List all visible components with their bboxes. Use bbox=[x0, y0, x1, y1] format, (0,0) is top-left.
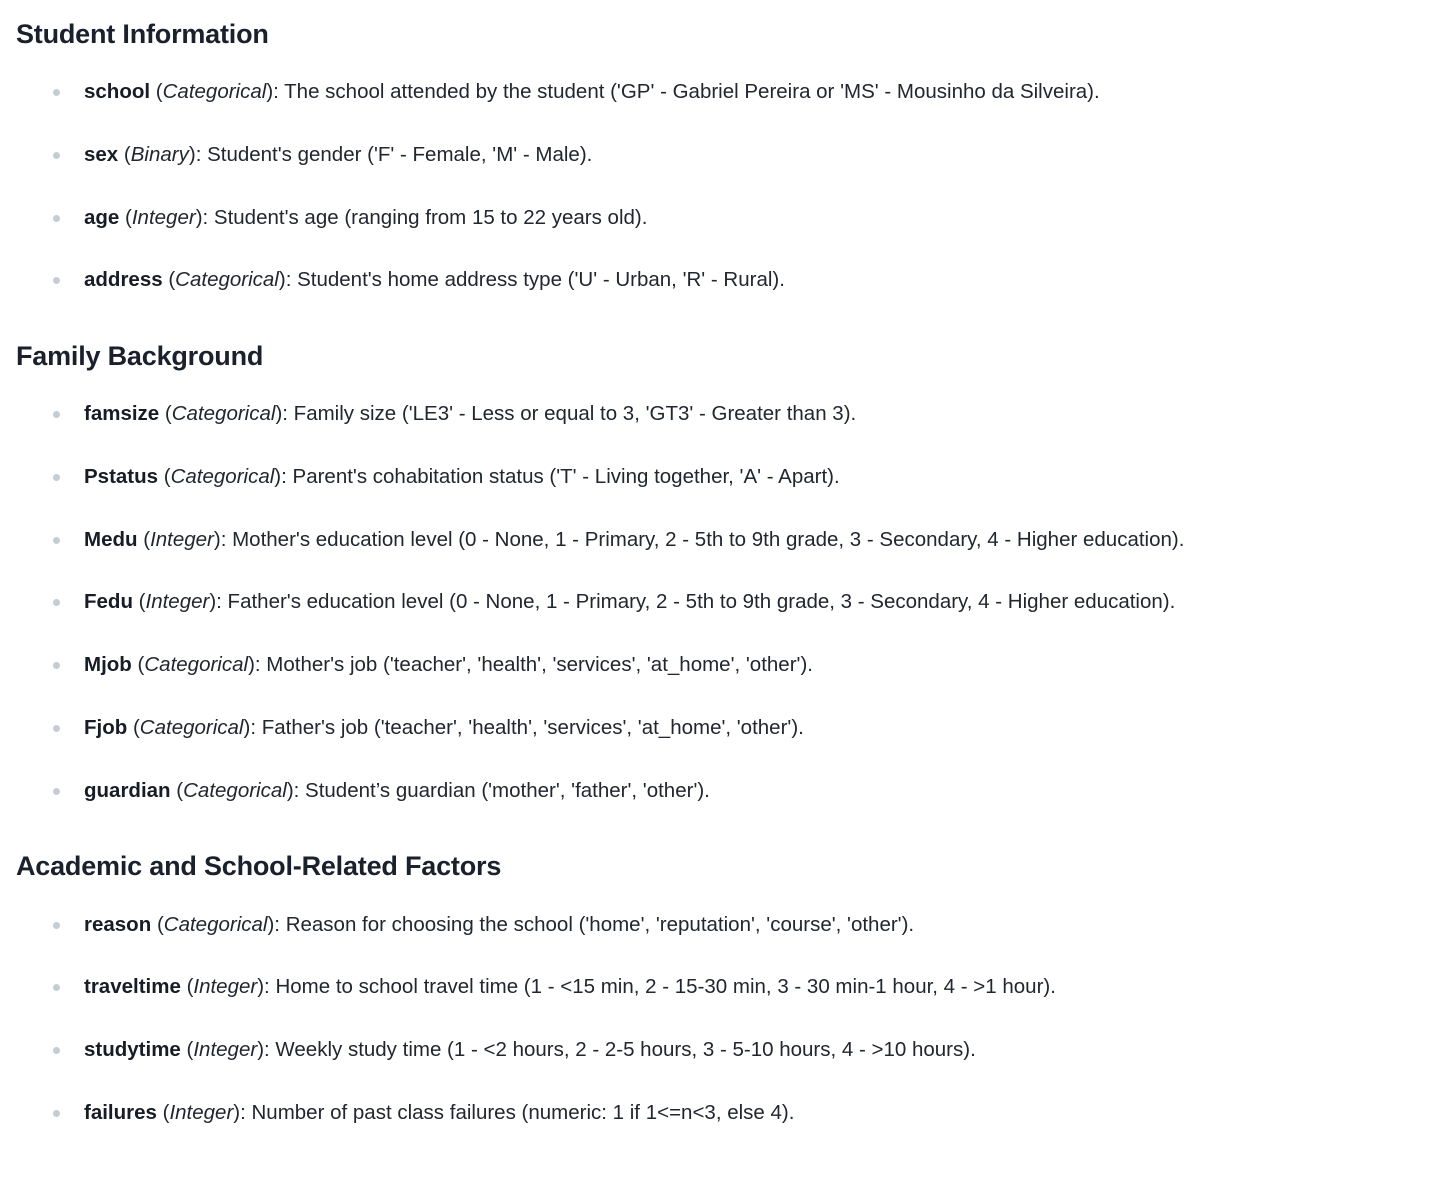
bullet-icon bbox=[53, 662, 60, 669]
definition-item bbox=[16, 911, 1432, 939]
variable-description: : Father's education level (0 - None, 1 - Primary, 2 - 5th to 9th grade, 3 - Secondary, 4 - Higher education). bbox=[216, 590, 1176, 614]
variable-name: failures bbox=[84, 1100, 157, 1124]
type-close-paren: ) bbox=[243, 715, 251, 739]
variable-description: : Student's home address type ('U' - Urban, 'R' - Rural). bbox=[285, 268, 785, 292]
section-heading: Academic and School-Related Factors bbox=[16, 851, 502, 882]
variable-description: : Father's job ('teacher', 'health', 'services', 'at_home', 'other'). bbox=[250, 715, 804, 739]
definition-item bbox=[16, 78, 1432, 106]
definition-item bbox=[16, 777, 1432, 805]
variable-type: Integer bbox=[193, 1037, 258, 1061]
definition-list bbox=[16, 911, 1432, 1127]
variable-description: : Family size ('LE3' - Less or equal to 3, 'GT3' - Greater than 3). bbox=[282, 402, 857, 426]
type-open-paren: ( bbox=[186, 1037, 194, 1061]
variable-name: Mjob bbox=[84, 653, 132, 677]
variable-type: Categorical bbox=[171, 402, 276, 426]
definition-item bbox=[16, 714, 1432, 742]
variable-name: Fedu bbox=[84, 590, 133, 614]
variable-description: : Home to school travel time (1 - <15 min, 2 - 15-30 min, 3 - 30 min-1 hour, 4 - >1 hour). bbox=[264, 975, 1056, 999]
type-open-paren: ( bbox=[143, 527, 151, 551]
variable-name: studytime bbox=[84, 1037, 181, 1061]
type-open-paren: ( bbox=[168, 268, 176, 292]
bullet-icon bbox=[53, 1047, 60, 1054]
definition-item bbox=[16, 651, 1432, 679]
variable-name: traveltime bbox=[84, 975, 181, 999]
variable-type: Categorical bbox=[162, 80, 267, 104]
variable-type: Binary bbox=[130, 143, 189, 167]
variable-description: : Number of past class failures (numeric: 1 if 1<=n<3, else 4). bbox=[240, 1100, 795, 1124]
variable-type: Categorical bbox=[139, 715, 244, 739]
type-open-paren: ( bbox=[138, 590, 146, 614]
variable-description: : Weekly study time (1 - <2 hours, 2 - 2-5 hours, 3 - 5-10 hours, 4 - >10 hours). bbox=[264, 1037, 976, 1061]
definition-list bbox=[16, 78, 1432, 294]
bullet-icon bbox=[53, 922, 60, 929]
section-academic-and-school-related-factors bbox=[16, 850, 1432, 1126]
bullet-icon bbox=[53, 89, 60, 96]
section-heading: Family Background bbox=[16, 341, 264, 372]
type-close-paren: ) bbox=[278, 268, 286, 292]
definition-list bbox=[16, 400, 1432, 804]
bullet-icon bbox=[53, 984, 60, 991]
bullet-icon bbox=[53, 725, 60, 732]
definition-item bbox=[16, 588, 1432, 616]
section-family-background bbox=[16, 340, 1432, 804]
type-open-paren: ( bbox=[162, 1100, 170, 1124]
type-close-paren: ) bbox=[209, 590, 217, 614]
type-close-paren: ) bbox=[257, 975, 265, 999]
variable-type: Integer bbox=[150, 527, 214, 551]
variable-name: guardian bbox=[84, 778, 171, 802]
type-close-paren: ) bbox=[233, 1100, 241, 1124]
variable-description: : Student's age (ranging from 15 to 22 years old). bbox=[202, 205, 648, 229]
bullet-icon bbox=[53, 1110, 60, 1117]
variable-type: Categorical bbox=[144, 653, 249, 677]
type-open-paren: ( bbox=[156, 912, 164, 936]
bullet-icon bbox=[53, 788, 60, 795]
bullet-icon bbox=[53, 152, 60, 159]
type-open-paren: ( bbox=[186, 975, 194, 999]
type-close-paren: ) bbox=[188, 143, 196, 167]
variable-name: Fjob bbox=[84, 715, 128, 739]
type-close-paren: ) bbox=[248, 653, 255, 677]
variable-type: Integer bbox=[169, 1100, 234, 1124]
variable-name: reason bbox=[84, 912, 152, 936]
variable-description: : Mother's education level (0 - None, 1 - Primary, 2 - 5th to 9th grade, 3 - Secondary, 4 - Higher education). bbox=[220, 527, 1185, 551]
variable-type: Integer bbox=[193, 975, 258, 999]
variable-name: age bbox=[84, 205, 120, 229]
variable-description: : Student’s guardian ('mother', 'father', 'other'). bbox=[293, 778, 710, 802]
variable-type: Categorical bbox=[175, 268, 279, 292]
section-student-information bbox=[16, 18, 1432, 294]
bullet-icon bbox=[53, 474, 60, 481]
variable-name: address bbox=[84, 268, 163, 292]
variable-name: sex bbox=[84, 143, 119, 167]
variable-type: Categorical bbox=[170, 465, 275, 489]
variable-name: school bbox=[84, 80, 151, 104]
variable-name: Medu bbox=[84, 527, 138, 551]
variable-type: Integer bbox=[131, 205, 196, 229]
bullet-icon bbox=[53, 277, 60, 284]
type-open-paren: ( bbox=[155, 80, 163, 104]
bullet-icon bbox=[53, 215, 60, 222]
type-close-paren: ) bbox=[257, 1037, 265, 1061]
variable-description: : The school attended by the student ('GP' - Gabriel Pereira or 'MS' - Mousinho da Silveira). bbox=[273, 80, 1100, 104]
variable-description: : Reason for choosing the school ('home', 'reputation', 'course', 'other'). bbox=[274, 912, 915, 936]
type-open-paren: ( bbox=[176, 778, 184, 802]
type-open-paren: ( bbox=[132, 715, 140, 739]
type-close-paren: ) bbox=[286, 778, 294, 802]
definition-item bbox=[16, 1036, 1432, 1064]
type-close-paren: ) bbox=[274, 465, 282, 489]
type-open-paren: ( bbox=[137, 653, 145, 677]
section-heading: Student Information bbox=[16, 19, 269, 49]
type-close-paren: ) bbox=[267, 912, 275, 936]
bullet-icon bbox=[53, 411, 60, 418]
type-open-paren: ( bbox=[123, 143, 131, 167]
variable-type: Integer bbox=[145, 590, 210, 614]
definition-item bbox=[16, 400, 1432, 428]
definition-item bbox=[16, 973, 1432, 1001]
type-close-paren: ) bbox=[275, 402, 283, 426]
bullet-icon bbox=[53, 537, 60, 544]
variable-type: Categorical bbox=[183, 778, 287, 802]
variable-description: : Mother's job ('teacher', 'health', 'services', 'at_home', 'other'). bbox=[254, 653, 813, 677]
definition-item bbox=[16, 266, 1432, 294]
definition-item bbox=[16, 526, 1432, 554]
type-close-paren: ) bbox=[266, 80, 274, 104]
bullet-icon bbox=[53, 599, 60, 606]
sections-container bbox=[16, 18, 1432, 1126]
variable-name: Pstatus bbox=[84, 465, 159, 489]
variable-type: Categorical bbox=[163, 912, 268, 936]
definition-item bbox=[16, 204, 1432, 232]
type-open-paren: ( bbox=[164, 402, 172, 426]
type-close-paren: ) bbox=[213, 527, 221, 551]
definition-item bbox=[16, 463, 1432, 491]
type-open-paren: ( bbox=[163, 465, 171, 489]
type-close-paren: ) bbox=[195, 205, 203, 229]
variable-name: famsize bbox=[84, 402, 160, 426]
definition-item bbox=[16, 1099, 1432, 1127]
variable-description: : Parent's cohabitation status ('T' - Living together, 'A' - Apart). bbox=[281, 465, 840, 489]
variable-description: : Student's gender ('F' - Female, 'M' - Male). bbox=[195, 143, 593, 167]
definition-item bbox=[16, 141, 1432, 169]
type-open-paren: ( bbox=[125, 205, 132, 229]
